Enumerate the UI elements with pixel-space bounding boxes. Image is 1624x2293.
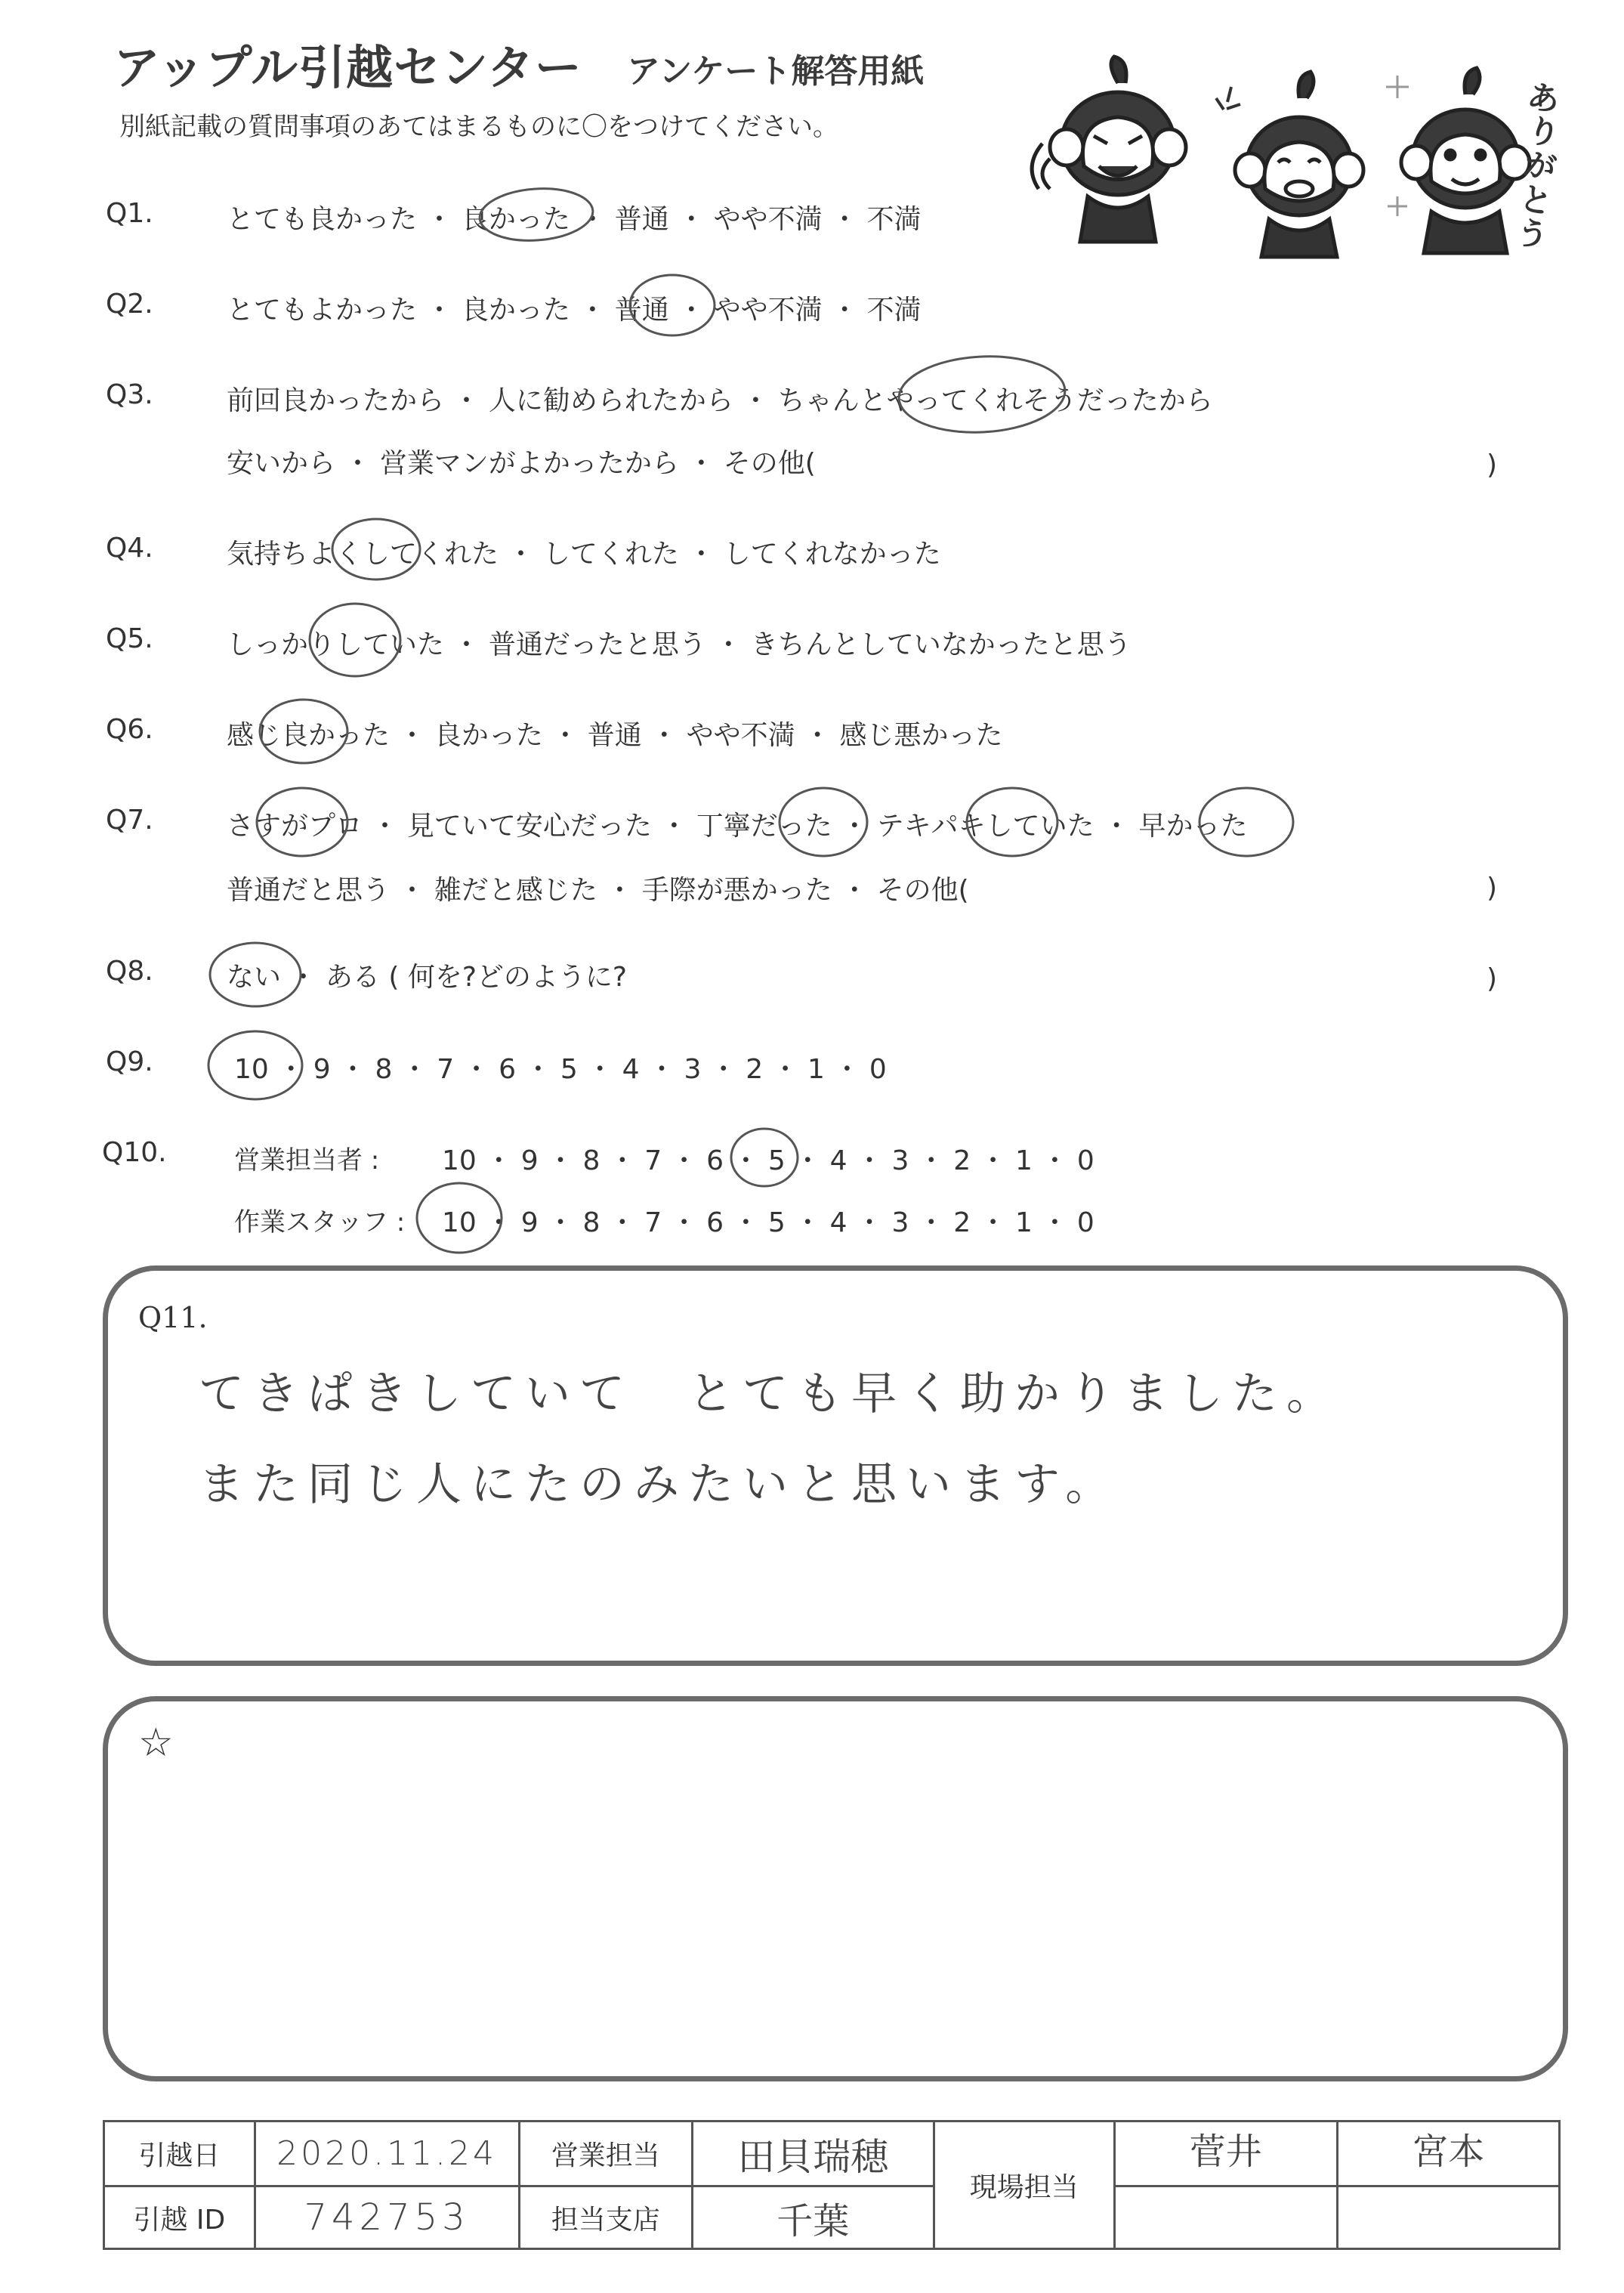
q10-sales-scale[interactable]: 10 ・ 9 ・ 8 ・ 7 ・ 6 ・ 5 ・ 4 ・ 3 ・ 2 ・ 1 ・ 0 [442, 1145, 1095, 1176]
q7-number: Q7. [106, 805, 153, 836]
form-title: アップル引越センター [113, 40, 582, 95]
q3-paren-close: ) [1487, 450, 1498, 481]
form-subtitle: アンケート解答用紙 [627, 52, 925, 91]
q6-number: Q6. [106, 714, 153, 745]
q5-options[interactable]: しっかりしていた ・ 普通だったと思う ・ きちんとしていなかったと思う [227, 629, 1132, 660]
sparkle-icon [1216, 87, 1240, 110]
q1-number: Q1. [106, 198, 153, 229]
sales-value[interactable]: 田貝瑞穂 [693, 2121, 934, 2186]
q3-options-line2[interactable]: 安いから ・ 営業マンがよかったから ・ その他( [227, 448, 816, 479]
q10-staff-scale[interactable]: 10 ・ 9 ・ 8 ・ 7 ・ 6 ・ 5 ・ 4 ・ 3 ・ 2 ・ 1 ・ 0 [442, 1207, 1095, 1238]
q4-number: Q4. [106, 533, 153, 564]
q11-answer-line2: また同じ人にたのみたいと思います。 [199, 1458, 1120, 1511]
q2-options[interactable]: とてもよかった ・ 良かった ・ 普通 ・ やや不満 ・ 不満 [227, 295, 922, 326]
svg-text:う: う [1512, 212, 1552, 256]
branch-value[interactable]: 千葉 [693, 2186, 934, 2249]
q11-comment-box[interactable] [103, 1265, 1568, 1666]
monkey-middle-icon [1235, 72, 1363, 257]
q10-staff-label: 作業スタッフ : [234, 1207, 406, 1238]
q1-options[interactable]: とても良かった ・ 良かった ・ 普通 ・ やや不満 ・ 不満 [227, 204, 922, 235]
move-date-value[interactable]: 2020.11.24 [255, 2121, 519, 2186]
q7-paren-close: ) [1487, 873, 1498, 904]
free-comment-box[interactable] [103, 1696, 1568, 2081]
q7-options-line2[interactable]: 普通だと思う ・ 雑だと感じた ・ 手際が悪かった ・ その他( [227, 875, 969, 906]
q7-options-line1[interactable]: さすがプロ ・ 見ていて安心だった ・ 丁寧だった ・ テキパキしていた ・ 早かった [227, 811, 1248, 842]
svg-text:あ: あ [1524, 76, 1564, 120]
q6-options[interactable]: 感じ良かった ・ 良かった ・ 普通 ・ やや不満 ・ 感じ悪かった [227, 720, 1003, 751]
q10-number: Q10. [102, 1137, 167, 1168]
q8-options[interactable]: ない ・ ある ( 何を?どのように? [227, 962, 628, 993]
q4-options[interactable]: 気持ちよくしてくれた ・ してくれた ・ してくれなかった [227, 539, 941, 570]
svg-text:が: が [1520, 144, 1560, 188]
sales-label: 営業担当 [519, 2121, 693, 2186]
field-label: 現場担当 [934, 2121, 1115, 2249]
svg-text:と: と [1516, 178, 1556, 222]
field-staff-3-empty[interactable] [1115, 2186, 1337, 2249]
monkey-right-icon [1401, 68, 1530, 253]
q3-options-line1[interactable]: 前回良かったから ・ 人に勧められたから ・ ちゃんとやってくれそうだったから [227, 385, 1213, 416]
q11-label: Q11. [138, 1301, 208, 1334]
field-staff-2[interactable]: 宮本 [1337, 2121, 1560, 2186]
q9-scale[interactable]: 10 ・ 9 ・ 8 ・ 7 ・ 6 ・ 5 ・ 4 ・ 3 ・ 2 ・ 1 ・ 0 [234, 1054, 887, 1085]
move-date-label: 引越日 [104, 2121, 255, 2186]
move-id-label: 引越 ID [104, 2186, 255, 2249]
q3-number: Q3. [106, 379, 153, 410]
move-id-value[interactable]: 742753 [255, 2186, 519, 2249]
q2-number: Q2. [106, 289, 153, 320]
form-instruction: 別紙記載の質問事項のあてはまるものに〇をつけてください。 [119, 112, 838, 142]
info-table [103, 2120, 1561, 2250]
q8-number: Q8. [106, 956, 153, 987]
field-staff-4-empty[interactable] [1337, 2186, 1560, 2249]
q10-sales-label: 営業担当者 : [234, 1145, 380, 1176]
q11-answer-line1: てきぱきしていて とても早く助かりました。 [199, 1367, 1341, 1420]
monkey-left-icon [1032, 57, 1186, 242]
q9-number: Q9. [106, 1046, 153, 1077]
branch-label: 担当支店 [519, 2186, 693, 2249]
sparkle-icon [1386, 76, 1409, 216]
star-icon: ☆ [138, 1720, 174, 1766]
monkey-mascots-illustration [1042, 53, 1564, 257]
q8-paren-close: ) [1487, 963, 1498, 994]
field-staff-1[interactable]: 菅井 [1115, 2121, 1337, 2186]
q5-number: Q5. [106, 623, 153, 654]
svg-text:り: り [1524, 110, 1564, 154]
